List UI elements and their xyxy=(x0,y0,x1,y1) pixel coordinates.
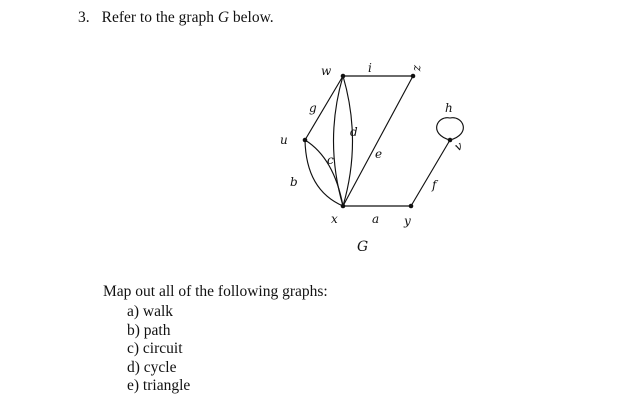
vertex-u xyxy=(303,138,308,143)
edge-b xyxy=(305,140,343,206)
figure-caption: G xyxy=(357,239,369,255)
vertex-z xyxy=(411,74,416,79)
problem-text-after: below. xyxy=(229,9,274,26)
list-marker: b) xyxy=(127,321,140,339)
edge-label-f: f xyxy=(432,178,437,192)
vertex-label-v: v xyxy=(452,138,465,155)
edge-label-g: g xyxy=(309,101,317,115)
edge-label-a: a xyxy=(372,212,380,226)
task-prompt: Map out all of the following graphs: xyxy=(103,283,328,300)
edge-f xyxy=(411,140,450,206)
edge-label-c: c xyxy=(327,153,334,167)
edge-label-d: d xyxy=(350,125,358,139)
edge-d-right xyxy=(343,76,353,206)
list-marker: d) xyxy=(127,358,140,376)
edge-label-e: e xyxy=(375,147,383,161)
vertex-label-z: z xyxy=(411,65,425,72)
vertex-label-u: u xyxy=(280,133,288,147)
list-text: cycle xyxy=(143,358,177,376)
vertex-label-w: w xyxy=(321,64,332,78)
edge-label-b: b xyxy=(290,175,298,189)
problem-text-before: Refer to the graph xyxy=(101,9,218,26)
list-text: circuit xyxy=(142,340,183,357)
vertex-w xyxy=(341,74,346,79)
edge-label-h: h xyxy=(445,101,453,115)
list-item xyxy=(127,340,190,359)
edge-h-loop xyxy=(437,118,464,140)
list-item xyxy=(127,377,190,396)
edge-d-left xyxy=(334,76,344,206)
problem-number: 3. xyxy=(78,9,90,26)
list-text: walk xyxy=(142,303,174,320)
vertex-y xyxy=(409,204,414,209)
list-marker: e) xyxy=(127,377,140,394)
vertex-x xyxy=(341,204,346,209)
vertex-label-x: x xyxy=(331,212,338,226)
list-marker: a) xyxy=(127,303,140,320)
edge-e xyxy=(343,76,413,206)
list-item xyxy=(127,322,190,341)
list-item xyxy=(127,359,190,378)
vertex-label-y: y xyxy=(404,214,411,228)
list-text: path xyxy=(143,321,171,339)
problem-graph-name: G xyxy=(217,9,230,26)
edge-label-i: i xyxy=(368,61,372,75)
list-item xyxy=(127,303,190,322)
task-list xyxy=(127,303,190,396)
list-text: triangle xyxy=(142,377,191,394)
list-marker: c) xyxy=(127,340,140,357)
